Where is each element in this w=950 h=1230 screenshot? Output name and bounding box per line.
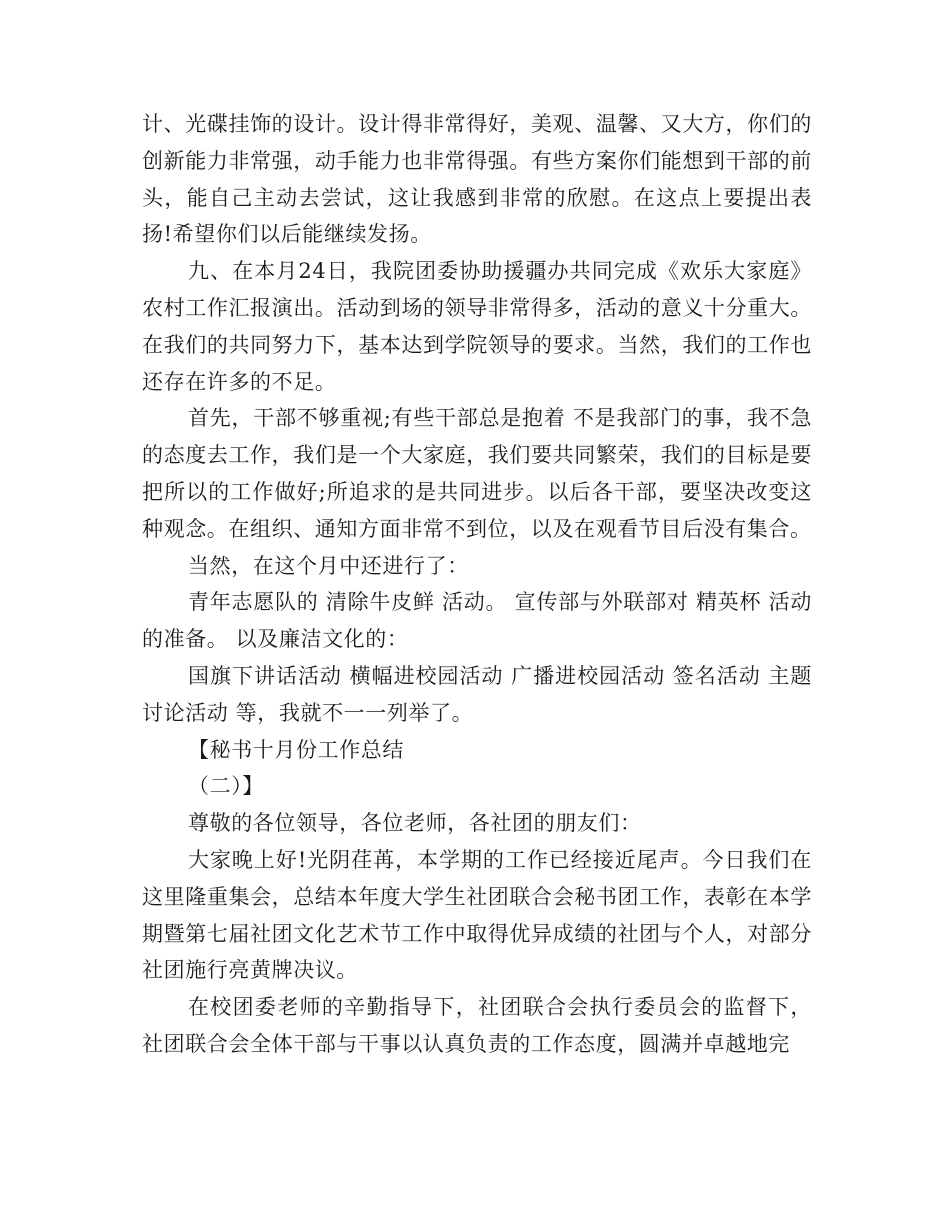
paragraph-greeting: 大家晚上好!光阴荏苒，本学期的工作已经接近尾声。今日我们在这里隆重集会，总结本年度大学生社团联合会秘书团工作，表彰在本学期暨第七届社团文化艺术节工作中取得优异成绩的社团与个人，对部分社团施行亮黄牌决议。 bbox=[142, 847, 812, 983]
section-title-part: （二）】 bbox=[188, 774, 264, 799]
paragraph-activities-list-2: 国旗下讲话活动 横幅进校园活动 广播进校园活动 签名活动 主题讨论活动 等，我就不一一列举了。 bbox=[142, 663, 812, 725]
section-title: 【秘书十月份工作总结 bbox=[188, 737, 404, 762]
paragraph-guidance: 在校团委老师的辛勤指导下，社团联合会执行委员会的监督下，社团联合会全体干部与干事以认真负责的工作态度，圆满并卓越地完 bbox=[142, 995, 812, 1056]
paragraph-continuation: 计、光碟挂饰的设计。设计得非常得好，美观、温馨、又大方，你们的创新能力非常强，动手能力也非常得强。有些方案你们能想到干部的前头，能自己主动去尝试，这让我感到非常的欣慰。在这点上要提出表扬!希望你们以后能继续发扬。 bbox=[142, 112, 812, 247]
paragraph-shortcomings: 首先，干部不够重视;有些干部总是抱着 不是我部门的事，我不急 的态度去工作，我们是一个大家庭，我们要共同繁荣，我们的目标是要把所以的工作做好;所追求的是共同进步。以后各干部，要坚决改变这种观念。在组织、通知方面非常不到位，以及在观看节目后没有集合。 bbox=[142, 406, 812, 541]
salutation: 尊敬的各位领导，各位老师，各社团的朋友们： bbox=[188, 811, 642, 836]
paragraph-activities-list-1: 青年志愿队的 清除牛皮鲜 活动。 宣传部与外联部对 精英杯 活动的准备。 以及廉洁文化的： bbox=[142, 590, 812, 652]
paragraph-item-nine: 九、在本月24日，我院团委协助援疆办共同完成《欢乐大家庭》农村工作汇报演出。活动到场的领导非常得多，活动的意义十分重大。在我们的共同努力下，基本达到学院领导的要求。当然，我们的工作也还存在许多的不足。 bbox=[142, 259, 812, 394]
paragraph-other-activities-intro: 当然，在这个月中还进行了： bbox=[188, 553, 469, 578]
document-body bbox=[142, 106, 812, 1063]
